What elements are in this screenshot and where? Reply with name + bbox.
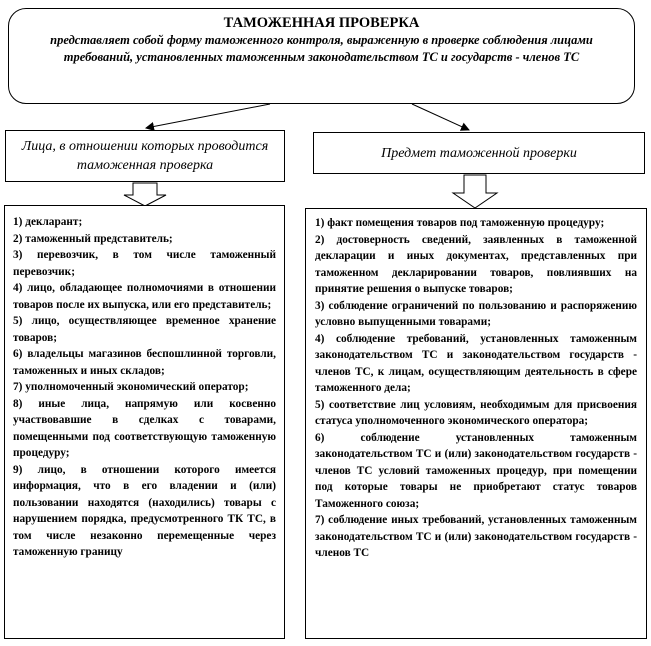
subject-heading-box (313, 132, 645, 174)
diagram-title: ТАМОЖЕННАЯ ПРОВЕРКА (223, 15, 420, 31)
list-item: 1) факт помещения товаров под таможенную процедуру; (315, 217, 605, 229)
list-item: 6) соблюдение установленных таможенным законодательством ТС и (или) законодательством государств - членов ТС условий таможенных процедур, при помещении под которые товары не приобретают статус товаров Таможенного союза; (315, 431, 637, 510)
list-item: 1) декларант; (13, 216, 83, 228)
subject-heading: Предмет таможенной проверки (381, 146, 577, 161)
list-item: 5) лицо, осуществляющее временное хранение товаров; (13, 315, 276, 344)
list-item: 7) уполномоченный экономический оператор; (13, 381, 249, 393)
list-item: 2) таможенный представитель; (13, 232, 173, 245)
list-item: 3) соблюдение ограничений по пользованию и распоряжению условно выпущенными товарами; (315, 299, 637, 328)
persons-list-box (4, 205, 285, 639)
arrow-to-right-heading (412, 104, 469, 130)
list-item: 4) лицо, обладающее полномочиями в отношении товаров после их выпуска, или его представитель; (13, 282, 276, 311)
block-arrow-right (453, 175, 497, 208)
list-item: 6) владельцы магазинов беспошлинной торговли, таможенных и иных складов; (13, 348, 276, 377)
persons-list (13, 214, 276, 561)
list-item: 7) соблюдение иных требований, установленных таможенным законодательством ТС и (или) законодательством государств - членов ТС (315, 514, 637, 559)
customs-inspection-box (8, 8, 635, 104)
definition-text: представляет собой форму таможенного контроля, выраженную в проверке соблюдения лицами требований, установленных таможенным законодательством ТС и государств - членов ТС (50, 33, 593, 64)
list-item: 8) иные лица, напрямую или косвенно участвовавшие в сделках с товарами, помещенными под соответствующую таможенную процедуру; (13, 397, 276, 459)
list-item: 5) соответствие лиц условиям, необходимым для присвоения статуса уполномоченного экономического оператора; (315, 398, 637, 427)
subject-list (315, 215, 637, 562)
list-item: 2) достоверность сведений, заявленных в таможенной декларации и иных документах, представленных при таможенном декларировании товаров, повлиявших на принятие решения о выпуске товаров; (315, 233, 637, 295)
block-arrow-left (124, 183, 166, 206)
arrow-to-left-heading (146, 104, 270, 128)
persons-heading-box (5, 130, 285, 182)
list-item: 3) перевозчик, в том числе таможенный перевозчик; (13, 249, 276, 278)
persons-heading: Лица, в отношении которых проводится таможенная проверка (21, 139, 269, 173)
list-item: 4) соблюдение требований, установленных таможенным законодательством ТС и законодательством государств - членов ТС, к лицам, осуществляющим деятельность в сфере таможенного дела; (315, 332, 637, 394)
list-item: 9) лицо, в отношении которого имеется информация, что в его владении и (или) пользовании находятся (находились) товары с нарушением порядка, предусмотренного ТК ТС, в том числе незаконно перемещенные через таможенную границу (13, 463, 276, 558)
subject-list-box (305, 208, 647, 639)
